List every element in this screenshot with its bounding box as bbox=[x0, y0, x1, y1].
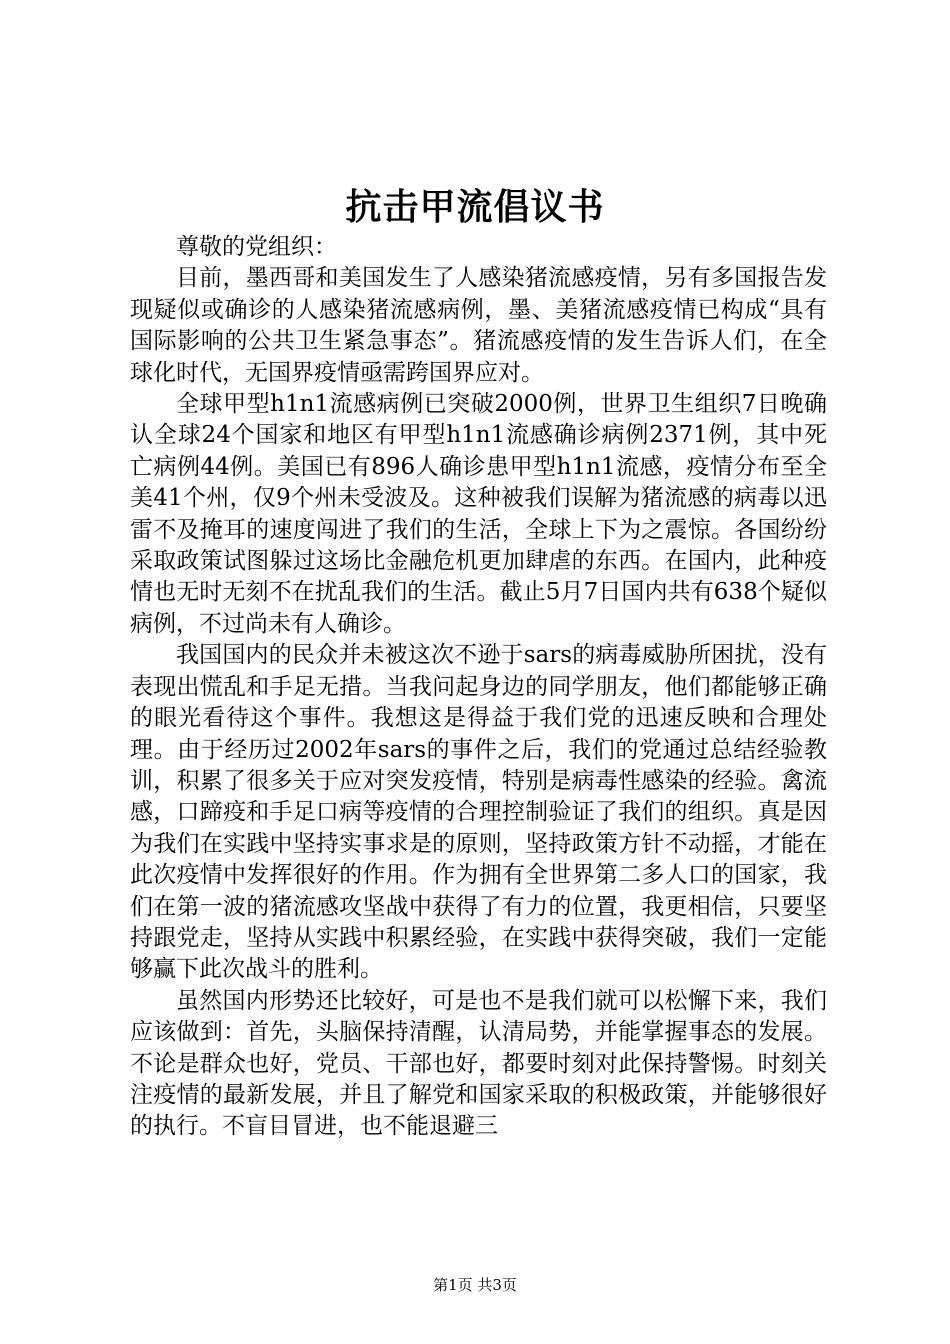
paragraph: 我国国内的民众并未被这次不逊于sars的病毒威胁所困扰，没有表现出慌乱和手足无措。当我问起身边的同学朋友，他们都能够正确的眼光看待这个事件。我想这是得益于我们党的迅速反映和合理处理。由于经历过2002年sars的事件之后，我们的党通过总结经验教训，积累了很多关于应对突发疫情，特别是病毒性感染的经验。禽流感，口蹄疫和手足口病等疫情的合理控制验证了我们的组织。真是因为我们在实践中坚持实事求是的原则，坚持政策方针不动摇，才能在此次疫情中发挥很好的作用。作为拥有全世界第二多人口的国家，我们在第一波的猪流感攻坚战中获得了有力的位置，我更相信，只要坚持跟党走，坚持从实践中积累经验，在实践中获得突破，我们一定能够赢下此次战斗的胜利。 bbox=[130, 642, 827, 983]
salutation: 尊敬的党组织： bbox=[176, 234, 337, 260]
paragraph: 全球甲型h1n1流感病例已突破2000例，世界卫生组织7日晚确认全球24个国家和地区有甲型h1n1流感确诊病例2371例，其中死亡病例44例。美国已有896人确诊患甲型h1n1流感，疫情分布至全美41个州，仅9个州未受波及。这种被我们误解为猪流感的病毒以迅雷不及掩耳的速度闯进了我们的生活，全球上下为之震惊。各国纷纷采取政策试图躲过这场比金融危机更加肆虐的东西。在国内，此种疫情也无时无刻不在扰乱我们的生活。截止5月7日国内共有638个疑似病例，不过尚未有人确诊。 bbox=[130, 391, 827, 637]
paragraph: 目前，墨西哥和美国发生了人感染猪流感疫情，另有多国报告发现疑似或确诊的人感染猪流感病例，墨、美猪流感疫情已构成“具有国际影响的公共卫生紧急事态”。猪流感疫情的发生告诉人们，在全球化时代，无国界疫情亟需跨国界应对。 bbox=[130, 265, 827, 386]
paragraph: 虽然国内形势还比较好，可是也不是我们就可以松懈下来，我们应该做到：首先，头脑保持清醒，认清局势，并能掌握事态的发展。不论是群众也好，党员、干部也好，都要时刻对此保持警惕。时刻关注疫情的最新发展，并且了解党和国家采取的积极政策，并能够很好的执行。不盲目冒进，也不能退避三 bbox=[130, 987, 827, 1140]
document-title: 抗击甲流倡议书 bbox=[345, 186, 605, 228]
document-body bbox=[130, 232, 827, 1143]
page-footer: 第1页 共3页 bbox=[433, 1276, 517, 1294]
